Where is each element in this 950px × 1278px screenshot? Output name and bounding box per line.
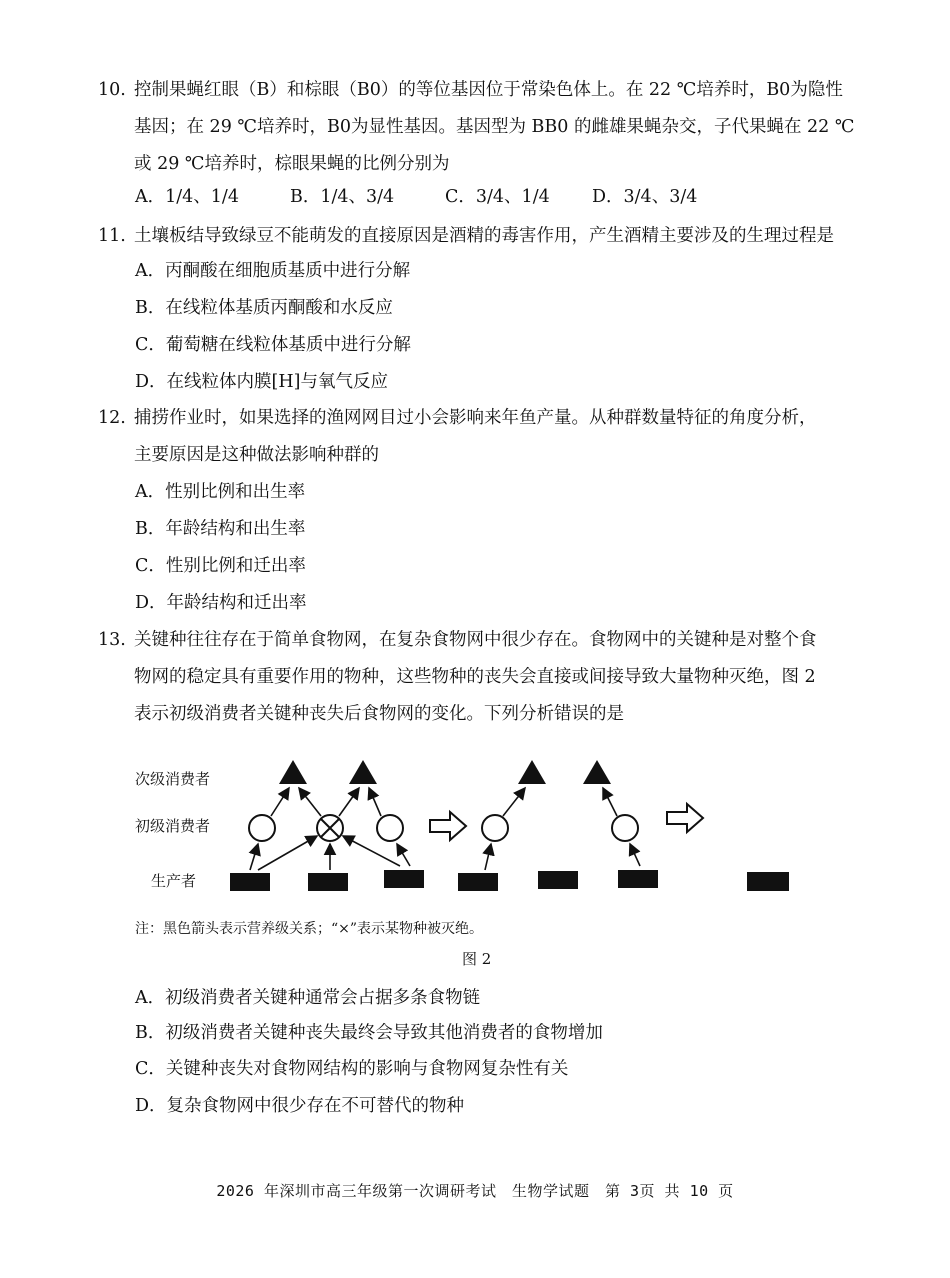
question-line: 土壤板结导致绿豆不能萌发的直接原因是酒精的毒害作用，产生酒精主要涉及的生理过程是 <box>134 226 834 246</box>
option-a: A．初级消费者关键种通常会占据多条食物链 <box>135 988 481 1008</box>
primary-consumer-circle <box>612 815 638 841</box>
question-number: 13. <box>98 630 126 650</box>
question-line: 关键种往往存在于简单食物网，在复杂食物网中很少存在。食物网中的关键种是对整个食 <box>134 630 817 650</box>
option-c: C．葡萄糖在线粒体基质中进行分解 <box>135 335 411 355</box>
producer-rect <box>458 873 498 891</box>
food-web-diagram <box>125 748 825 908</box>
label-primary-consumer: 初级消费者 <box>135 817 211 835</box>
secondary-consumer-triangle <box>279 760 307 784</box>
producer-rect <box>618 870 658 888</box>
option-d: D．在线粒体内膜[H]与氧气反应 <box>135 372 388 392</box>
secondary-consumer-triangle <box>349 760 377 784</box>
option-c: C．性别比例和迁出率 <box>135 556 306 576</box>
question-12 <box>100 400 870 474</box>
question-13 <box>100 622 870 733</box>
option-a: A．丙酮酸在细胞质基质中进行分解 <box>135 261 411 281</box>
label-secondary-consumer: 次级消费者 <box>135 770 211 788</box>
figure-caption: 图 2 <box>462 950 492 968</box>
option-d: D．年龄结构和迁出率 <box>135 593 307 613</box>
option-b: B．1/4、3/4 <box>290 187 395 207</box>
producer-rect <box>747 872 789 891</box>
option-d: D．复杂食物网中很少存在不可替代的物种 <box>135 1096 465 1116</box>
question-line: 表示初级消费者关键种丧失后食物网的变化。下列分析错误的是 <box>134 704 624 724</box>
option-b: B．初级消费者关键种丧失最终会导致其他消费者的食物增加 <box>135 1023 603 1043</box>
extinct-keystone-species <box>317 815 343 841</box>
producer-rect <box>230 873 270 891</box>
primary-consumer-circle <box>249 815 275 841</box>
transition-arrow <box>430 812 466 840</box>
question-11 <box>100 218 870 255</box>
option-c: C．3/4、1/4 <box>445 187 550 207</box>
question-line: 主要原因是这种做法影响种群的 <box>134 445 379 465</box>
question-line: 或 29 ℃培养时，棕眼果蝇的比例分别为 <box>134 154 450 174</box>
food-web-figure <box>125 748 825 978</box>
option-b: B．在线粒体基质丙酮酸和水反应 <box>135 298 393 318</box>
question-line: 捕捞作业时，如果选择的渔网网目过小会影响来年鱼产量。从种群数量特征的角度分析， <box>134 408 817 428</box>
primary-consumer-circle <box>377 815 403 841</box>
primary-consumer-circle <box>482 815 508 841</box>
question-line: 控制果蝇红眼（B）和棕眼（B0）的等位基因位于常染色体上。在 22 ℃培养时，B0为隐性 <box>134 80 843 100</box>
question-number: 11. <box>98 226 126 246</box>
option-b: B．年龄结构和出生率 <box>135 519 306 539</box>
secondary-consumer-triangle <box>518 760 546 784</box>
option-a: A．性别比例和出生率 <box>135 482 306 502</box>
label-producer: 生产者 <box>151 872 197 890</box>
figure-note: 注：黑色箭头表示营养级关系；“×”表示某物种被灭绝。 <box>135 921 484 937</box>
question-line: 基因；在 29 ℃培养时，B0为显性基因。基因型为 BB0 的雌雄果蝇杂交，子代果蝇在 22 ℃ <box>134 117 855 137</box>
secondary-consumer-triangle <box>583 760 611 784</box>
producer-rect <box>308 873 348 891</box>
producer-rect <box>384 870 424 888</box>
producer-rect <box>538 871 578 889</box>
option-c: C．关键种丧失对食物网结构的影响与食物网复杂性有关 <box>135 1059 569 1079</box>
question-number: 10. <box>98 80 126 100</box>
transition-arrow <box>667 804 703 832</box>
question-line: 物网的稳定具有重要作用的物种，这些物种的丧失会直接或间接导致大量物种灭绝，图 2 <box>134 667 816 687</box>
question-number: 12. <box>98 408 126 428</box>
option-a: A．1/4、1/4 <box>135 187 239 207</box>
option-d: D．3/4、3/4 <box>592 187 698 207</box>
page-footer: 2026 年深圳市高三年级第一次调研考试 生物学试题 第 3页 共 10 页 <box>216 1182 734 1200</box>
question-10 <box>100 72 870 183</box>
